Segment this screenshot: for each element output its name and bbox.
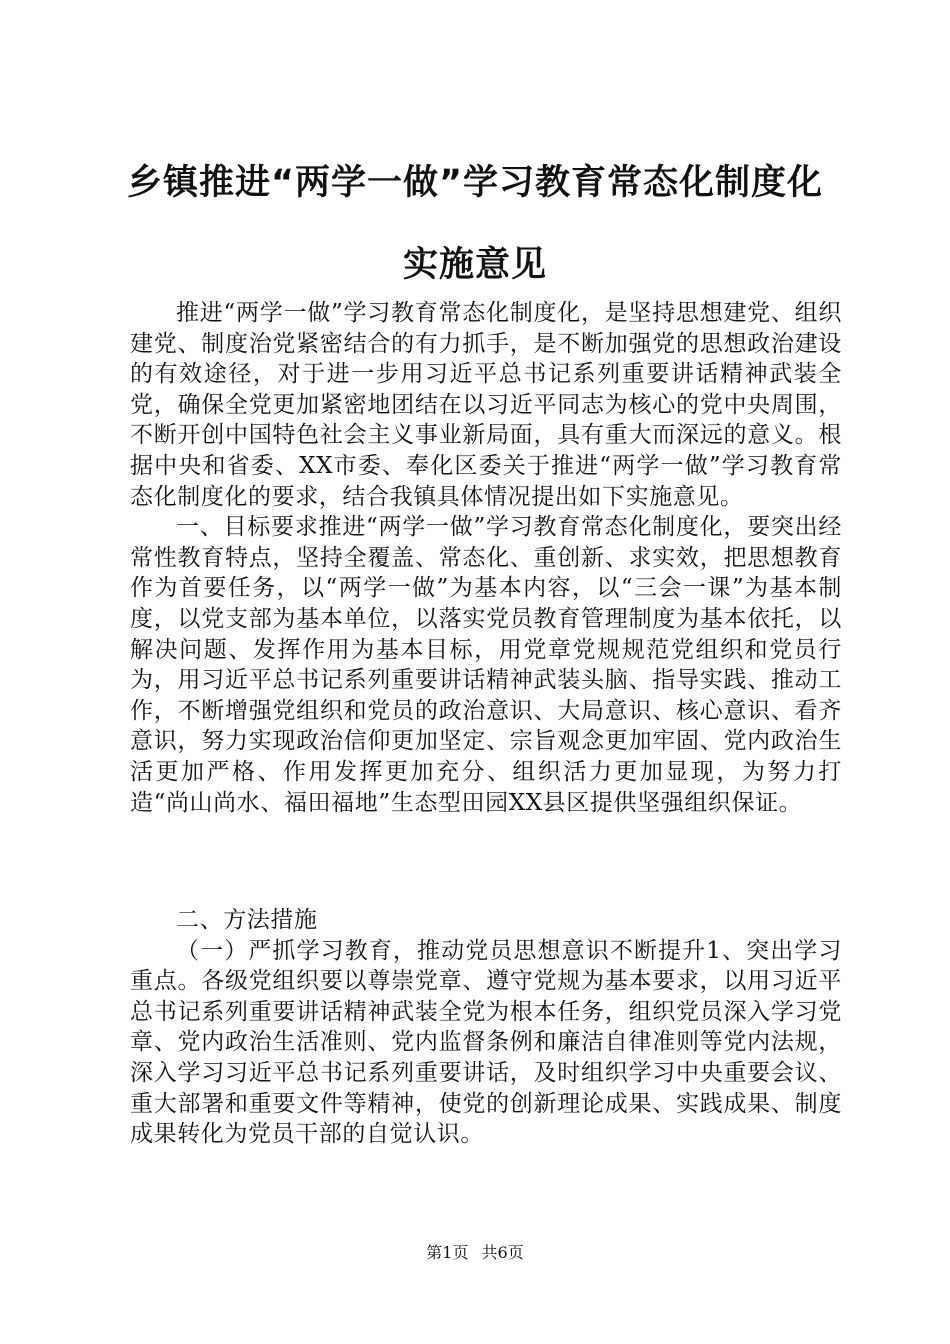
document-title-line-2: 实施意见: [402, 245, 547, 285]
paragraph-intro: 推进“两学一做”学习教育常态化制度化，是坚持思想建党、组织建党、制度治党紧密结合的有力抓手，是不断加强党的思想政治建设的有效途径，对于进一步用习近平总书记系列重要讲话精神武装全党，确保全党更加紧密地团结在以习近平同志为核心的党中央周围，不断开创中国特色社会主义事业新局面，具有重大而深远的意义。根据中央和省委、XX市委、奉化区委关于推进“两学一做”学习教育常态化制度化的要求，结合我镇具体情况提出如下实施意见。: [130, 300, 842, 510]
page-footer: [0, 1242, 950, 1264]
body-block-2: [130, 905, 842, 1150]
body-block-1: [130, 298, 842, 818]
page-total: 共6页: [481, 1243, 524, 1262]
section-heading-methods: 二、方法措施: [176, 907, 318, 933]
document-title-line-1: 乡镇推进“两学一做”学习教育常态化制度化: [126, 163, 823, 203]
page-number: 第1页: [426, 1243, 469, 1262]
paragraph-goals: 一、目标要求推进“两学一做”学习教育常态化制度化，要突出经常性教育特点，坚持全覆盖、常态化、重创新、求实效，把思想教育作为首要任务，以“两学一做”为基本内容，以“三会一课”为基本制度，以党支部为基本单位，以落实党员教育管理制度为基本依托，以解决问题、发挥作用为基本目标，用党章党规规范党组织和党员行为，用习近平总书记系列重要讲话精神武装头脑、指导实践、推动工作，不断增强党组织和党员的政治意识、大局意识、核心意识、看齐意识，努力实现政治信仰更加坚定、宗旨观念更加牢固、党内政治生活更加严格、作用发挥更加充分、组织活力更加显现，为努力打造“尚山尚水、福田福地”生态型田园XX县区提供坚强组织保证。: [130, 514, 842, 816]
paragraph-study-education: （一）严抓学习教育，推动党员思想意识不断提升1、突出学习重点。各级党组织要以尊崇党章、遵守党规为基本要求，以用习近平总书记系列重要讲话精神武装全党为根本任务，组织党员深入学习党章、党内政治生活准则、党内监督条例和廉洁自律准则等党内法规，深入学习习近平总书记系列重要讲话，及时组织学习中央重要会议、重大部署和重要文件等精神，使党的创新理论成果、实践成果、制度成果转化为党员干部的自觉认识。: [130, 937, 842, 1148]
